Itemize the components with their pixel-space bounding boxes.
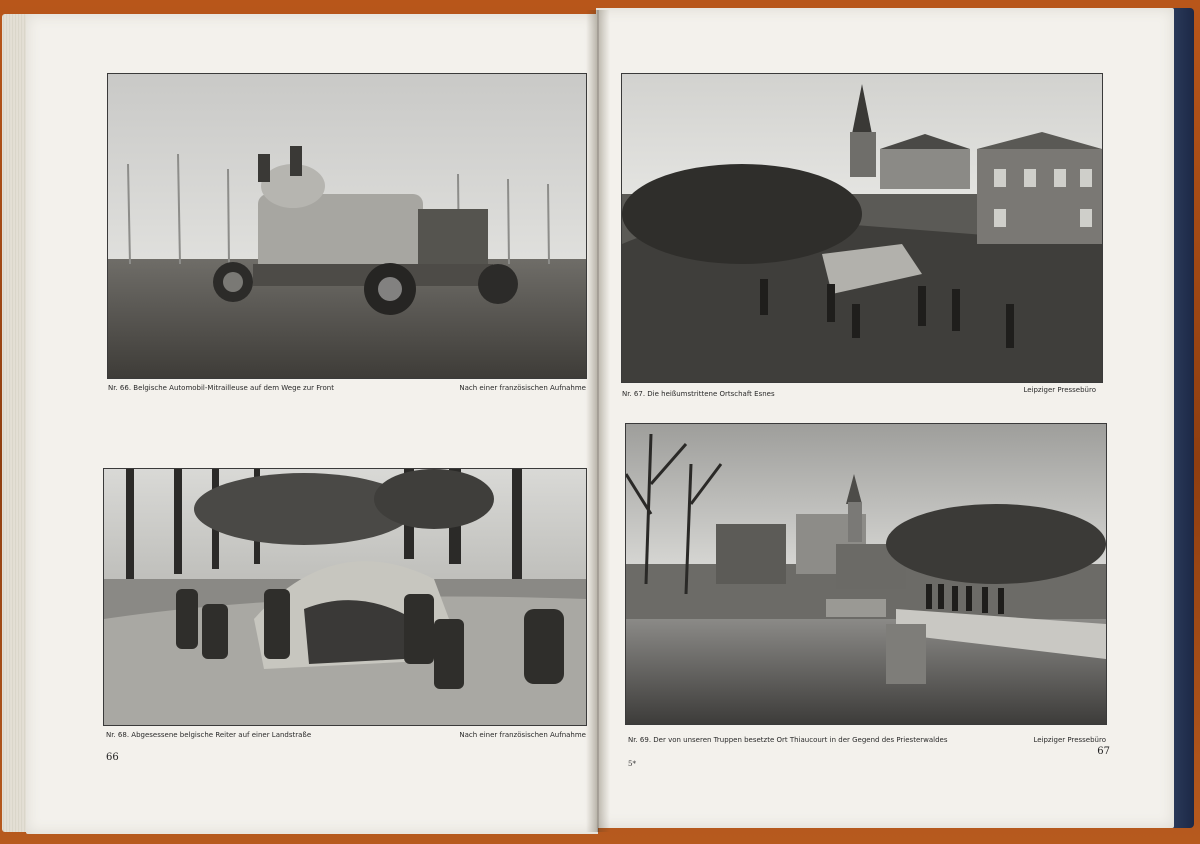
caption-esnes: Nr. 67. Die heißumstrittene Ortschaft Esnes <box>622 390 775 398</box>
credit-armored-car: Nach einer französischen Aufnahme <box>459 384 586 392</box>
credit-esnes: Leipziger Pressebüro <box>1023 386 1096 394</box>
photo-esnes <box>622 74 1102 382</box>
book-page-edges <box>2 14 28 832</box>
right-page <box>596 8 1174 828</box>
book-gutter <box>586 10 610 832</box>
photo-belgian-riders <box>104 469 586 725</box>
photo-armored-car <box>108 74 586 378</box>
page-number-left: 66 <box>106 752 119 763</box>
credit-thiaucourt: Leipziger Pressebüro <box>1033 736 1106 744</box>
photo-thiaucourt <box>626 424 1106 724</box>
caption-belgian-riders: Nr. 68. Abgesessene belgische Reiter auf einer Landstraße <box>106 731 312 739</box>
signature-mark: 5* <box>628 760 636 768</box>
credit-belgian-riders: Nach einer französischen Aufnahme <box>459 731 586 739</box>
left-page <box>26 14 598 834</box>
caption-armored-car: Nr. 66. Belgische Automobil-Mitrailleuse auf dem Wege zur Front <box>108 384 334 392</box>
book-cover-edge <box>1172 8 1194 828</box>
page-number-right: 67 <box>1097 746 1110 757</box>
caption-thiaucourt: Nr. 69. Der von unseren Truppen besetzte Ort Thiaucourt in der Gegend des Priesterwaldes <box>628 736 948 744</box>
